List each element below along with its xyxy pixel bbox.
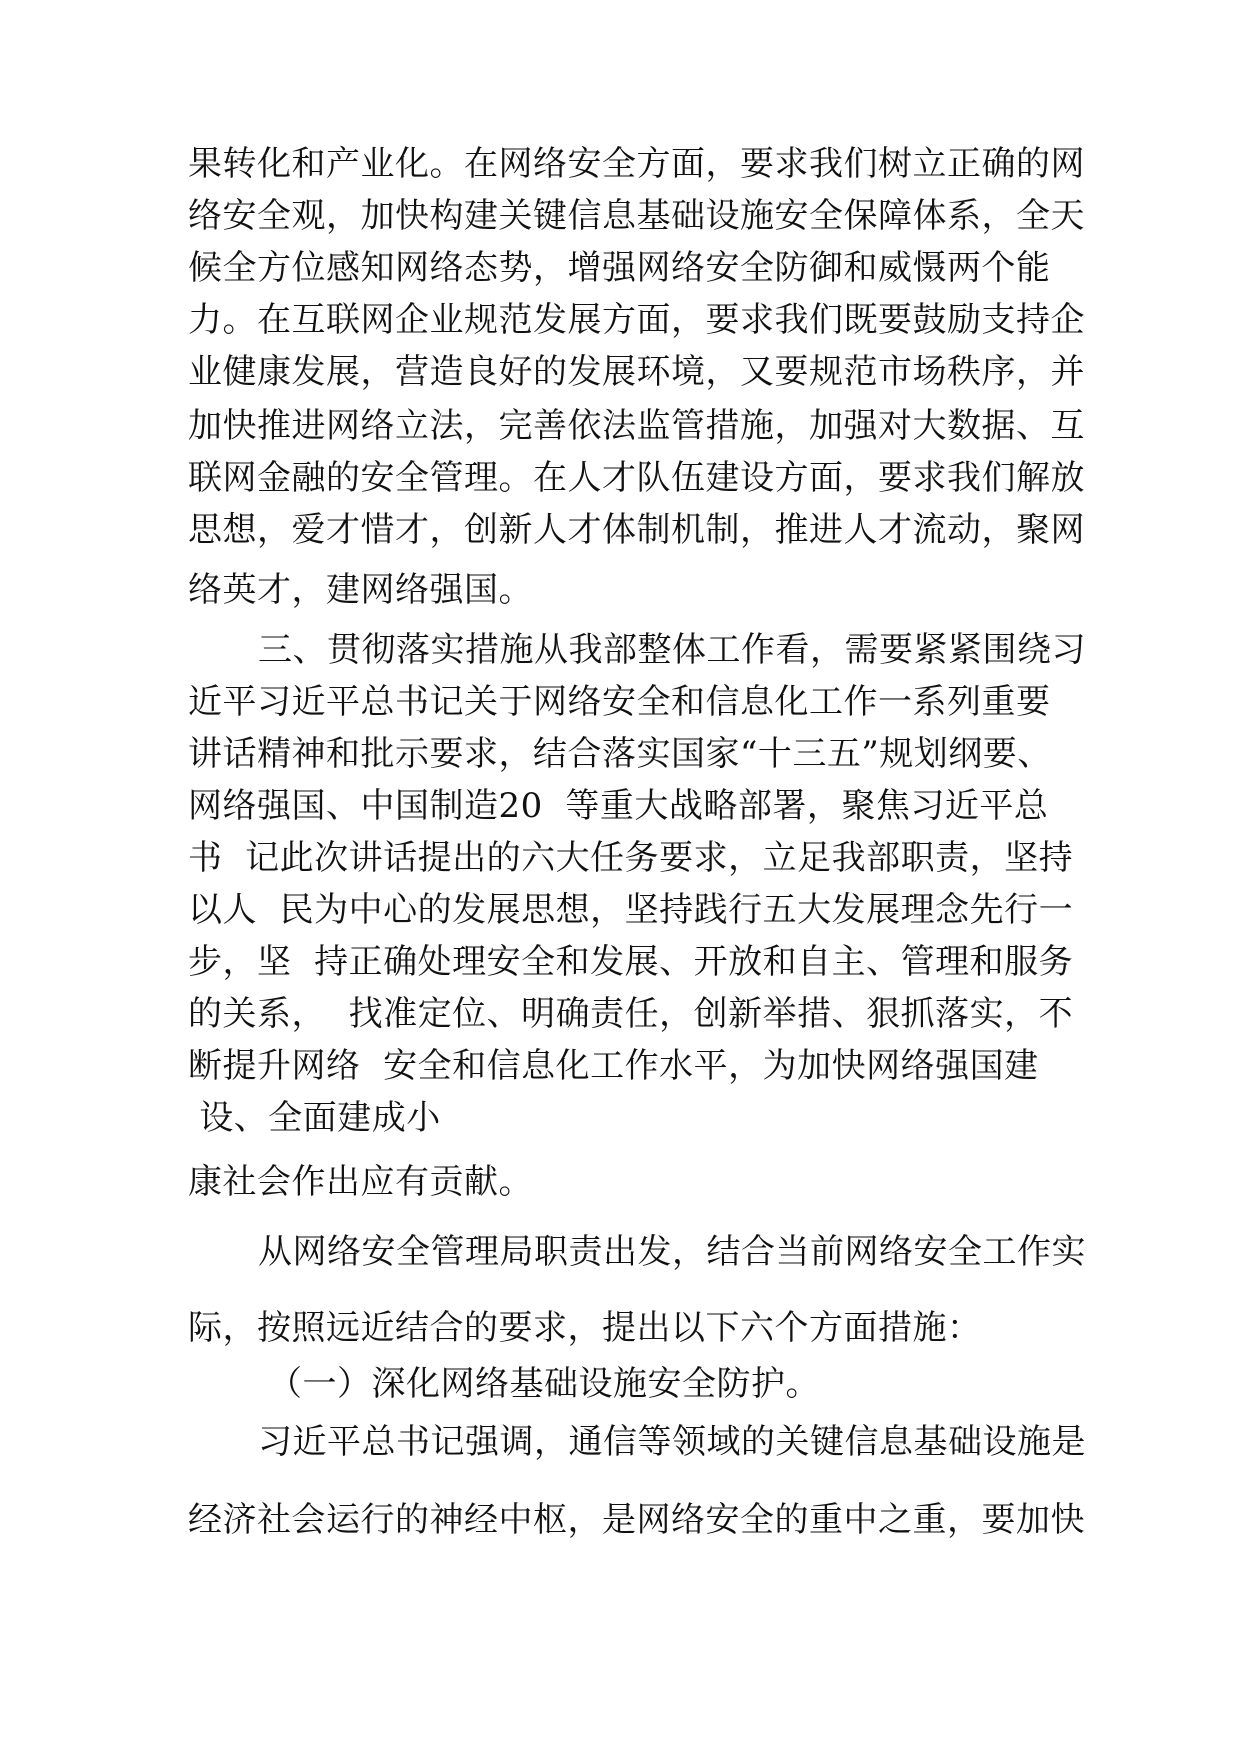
paragraph-line: 思想，爱才惜才，创新人才体制机制，推进人才流动，聚网 xyxy=(188,510,1085,550)
paragraph-line: 断提升网络 安全和信息化工作水平，为加快网络强国建 xyxy=(188,1046,1039,1086)
paragraph-line: 的关系， 找准定位、明确责任，创新举措、狠抓落实，不 xyxy=(188,994,1074,1034)
paragraph-line: 习近平总书记强调，通信等领域的关键信息基础设施是 xyxy=(258,1422,1086,1462)
paragraph-line: 络安全观，加快构建关键信息基础设施安全保障体系，全天 xyxy=(188,196,1085,236)
paragraph-line: 候全方位感知网络态势，增强网络安全防御和威慑两个能 xyxy=(188,248,1051,288)
paragraph-line: 经济社会运行的神经中枢，是网络安全的重中之重，要加快 xyxy=(188,1500,1085,1540)
section-heading-line: 三、贯彻落实措施从我部整体工作看，需要紧紧围绕习 xyxy=(258,630,1086,670)
paragraph-line: 络英才，建网络强国。 xyxy=(188,570,533,610)
paragraph-line: 从网络安全管理局职责出发，结合当前网络安全工作实 xyxy=(258,1232,1086,1272)
paragraph-line: 设、全面建成小 xyxy=(188,1098,441,1138)
paragraph-line: 加快推进网络立法，完善依法监管措施，加强对大数据、互 xyxy=(188,406,1085,446)
paragraph-line: 际，按照远近结合的要求，提出以下六个方面措施： xyxy=(188,1308,982,1348)
paragraph-line: 康社会作出应有贡献。 xyxy=(188,1162,533,1202)
paragraph-line: 以人 民为中心的发展思想，坚持践行五大发展理念先行一 xyxy=(188,890,1074,930)
subsection-heading: （一）深化网络基础设施安全防护。 xyxy=(268,1364,820,1404)
paragraph-line: 网络强国、中国制造20 等重大战略部署，聚焦习近平总 xyxy=(188,786,1049,826)
paragraph-line: 业健康发展，营造良好的发展环境，又要规范市场秩序，并 xyxy=(188,352,1085,392)
paragraph-line: 果转化和产业化。在网络安全方面，要求我们树立正确的网 xyxy=(188,144,1085,184)
paragraph-line: 书 记此次讲话提出的六大任务要求，立足我部职责，坚持 xyxy=(188,838,1074,878)
paragraph-line: 步，坚 持正确处理安全和发展、开放和自主、管理和服务 xyxy=(188,942,1074,982)
paragraph-line: 近平习近平总书记关于网络安全和信息化工作一系列重要 xyxy=(188,682,1051,722)
paragraph-line: 力。在互联网企业规范发展方面，要求我们既要鼓励支持企 xyxy=(188,300,1085,340)
paragraph-line: 讲话精神和批示要求，结合落实国家“十三五”规划纲要、 xyxy=(188,734,1052,774)
paragraph-line: 联网金融的安全管理。在人才队伍建设方面，要求我们解放 xyxy=(188,458,1085,498)
